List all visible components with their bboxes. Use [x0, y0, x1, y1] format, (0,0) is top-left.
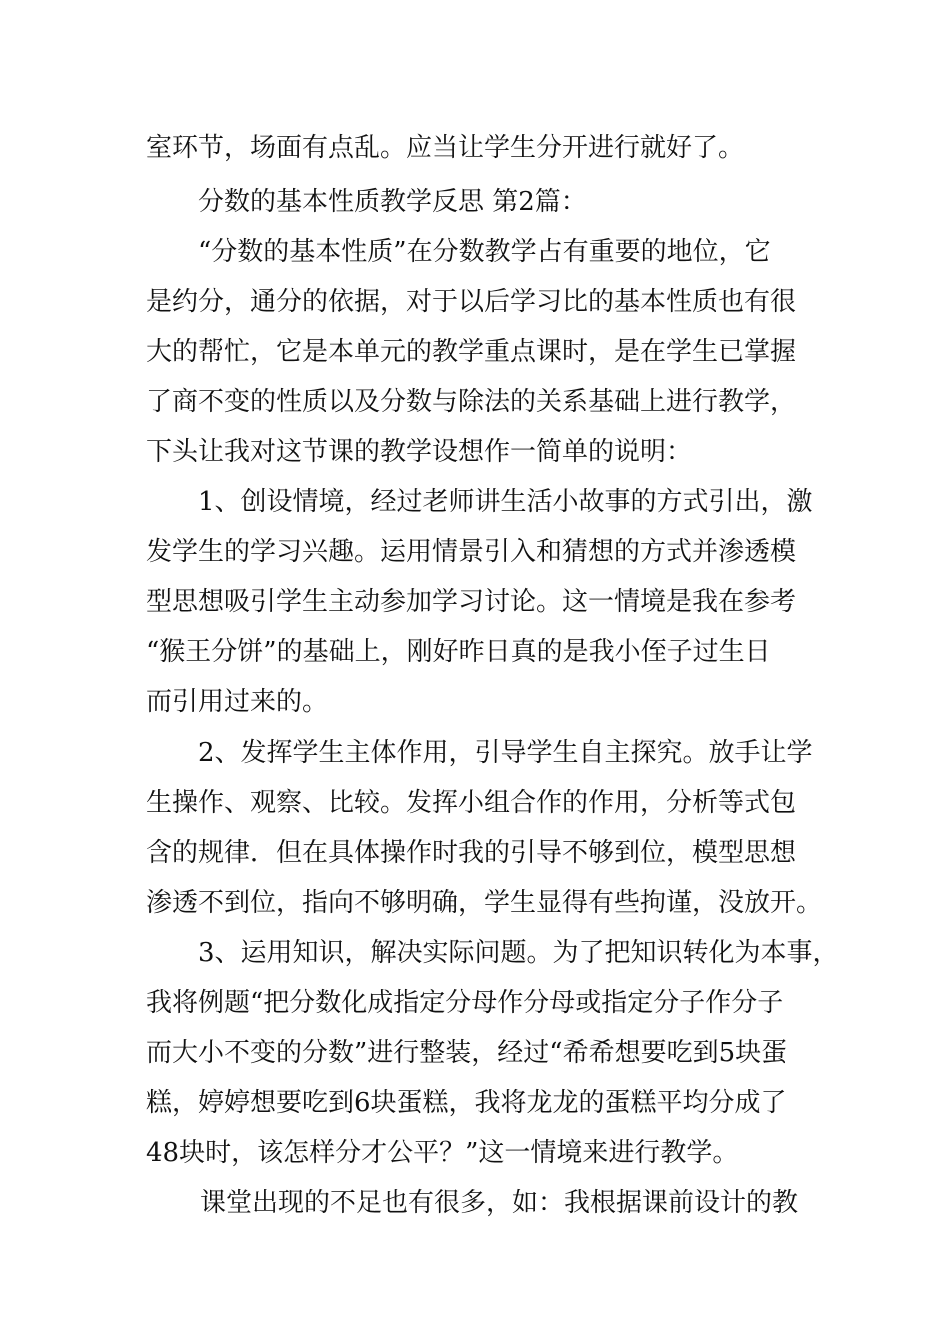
- text-line-5: 大的帮忙，它是本单元的教学重点课时，是在学生已掌握: [146, 337, 797, 367]
- text-line-1: 室环节，场面有点乱。应当让学生分开进行就好了。: [146, 133, 745, 163]
- text-line-21: 48块时，该怎样分才公平？”这一情境来进行教学。: [146, 1138, 739, 1168]
- text-line-19: 而大小不变的分数”进行整装，经过“希希想要吃到5块蛋: [146, 1038, 788, 1068]
- text-line-7: 下头让我对这节课的教学设想作一简单的说明：: [146, 437, 693, 467]
- text-line-11: “猴王分饼”的基础上，刚好昨日真的是我小侄子过生日: [146, 637, 771, 667]
- text-line-16: 渗透不到位，指向不够明确，学生显得有些拘谨，没放开。: [146, 888, 823, 918]
- text-line-6: 了商不变的性质以及分数与除法的关系基础上进行教学，: [146, 387, 797, 417]
- text-line-17: 3、运用知识，解决实际问题。为了把知识转化为本事，: [198, 938, 839, 968]
- text-line-2: 分数的基本性质教学反思 第2篇：: [198, 187, 587, 217]
- text-line-3: “分数的基本性质”在分数教学占有重要的地位，它: [198, 237, 771, 267]
- text-line-10: 型思想吸引学生主动参加学习讨论。这一情境是我在参考: [146, 587, 797, 617]
- text-line-18: 我将例题“把分数化成指定分母作分母或指定分子作分子: [146, 988, 784, 1018]
- text-line-22: 课堂出现的不足也有很多，如：我根据课前设计的教: [200, 1188, 799, 1218]
- text-line-13: 2、发挥学生主体作用，引导学生自主探究。放手让学: [198, 738, 813, 768]
- text-line-20: 糕，婷婷想要吃到6块蛋糕，我将龙龙的蛋糕平均分成了: [146, 1088, 787, 1118]
- text-line-14: 生操作、观察、比较。发挥小组合作的作用，分析等式包: [146, 788, 797, 818]
- text-line-15: 含的规律．但在具体操作时我的引导不够到位，模型思想: [146, 838, 797, 868]
- text-line-4: 是约分，通分的依据，对于以后学习比的基本性质也有很: [146, 287, 797, 317]
- text-line-9: 发学生的学习兴趣。运用情景引入和猜想的方式并渗透模: [146, 537, 797, 567]
- text-line-12: 而引用过来的。: [146, 687, 329, 717]
- text-line-8: 1、创设情境，经过老师讲生活小故事的方式引出，激: [198, 487, 813, 517]
